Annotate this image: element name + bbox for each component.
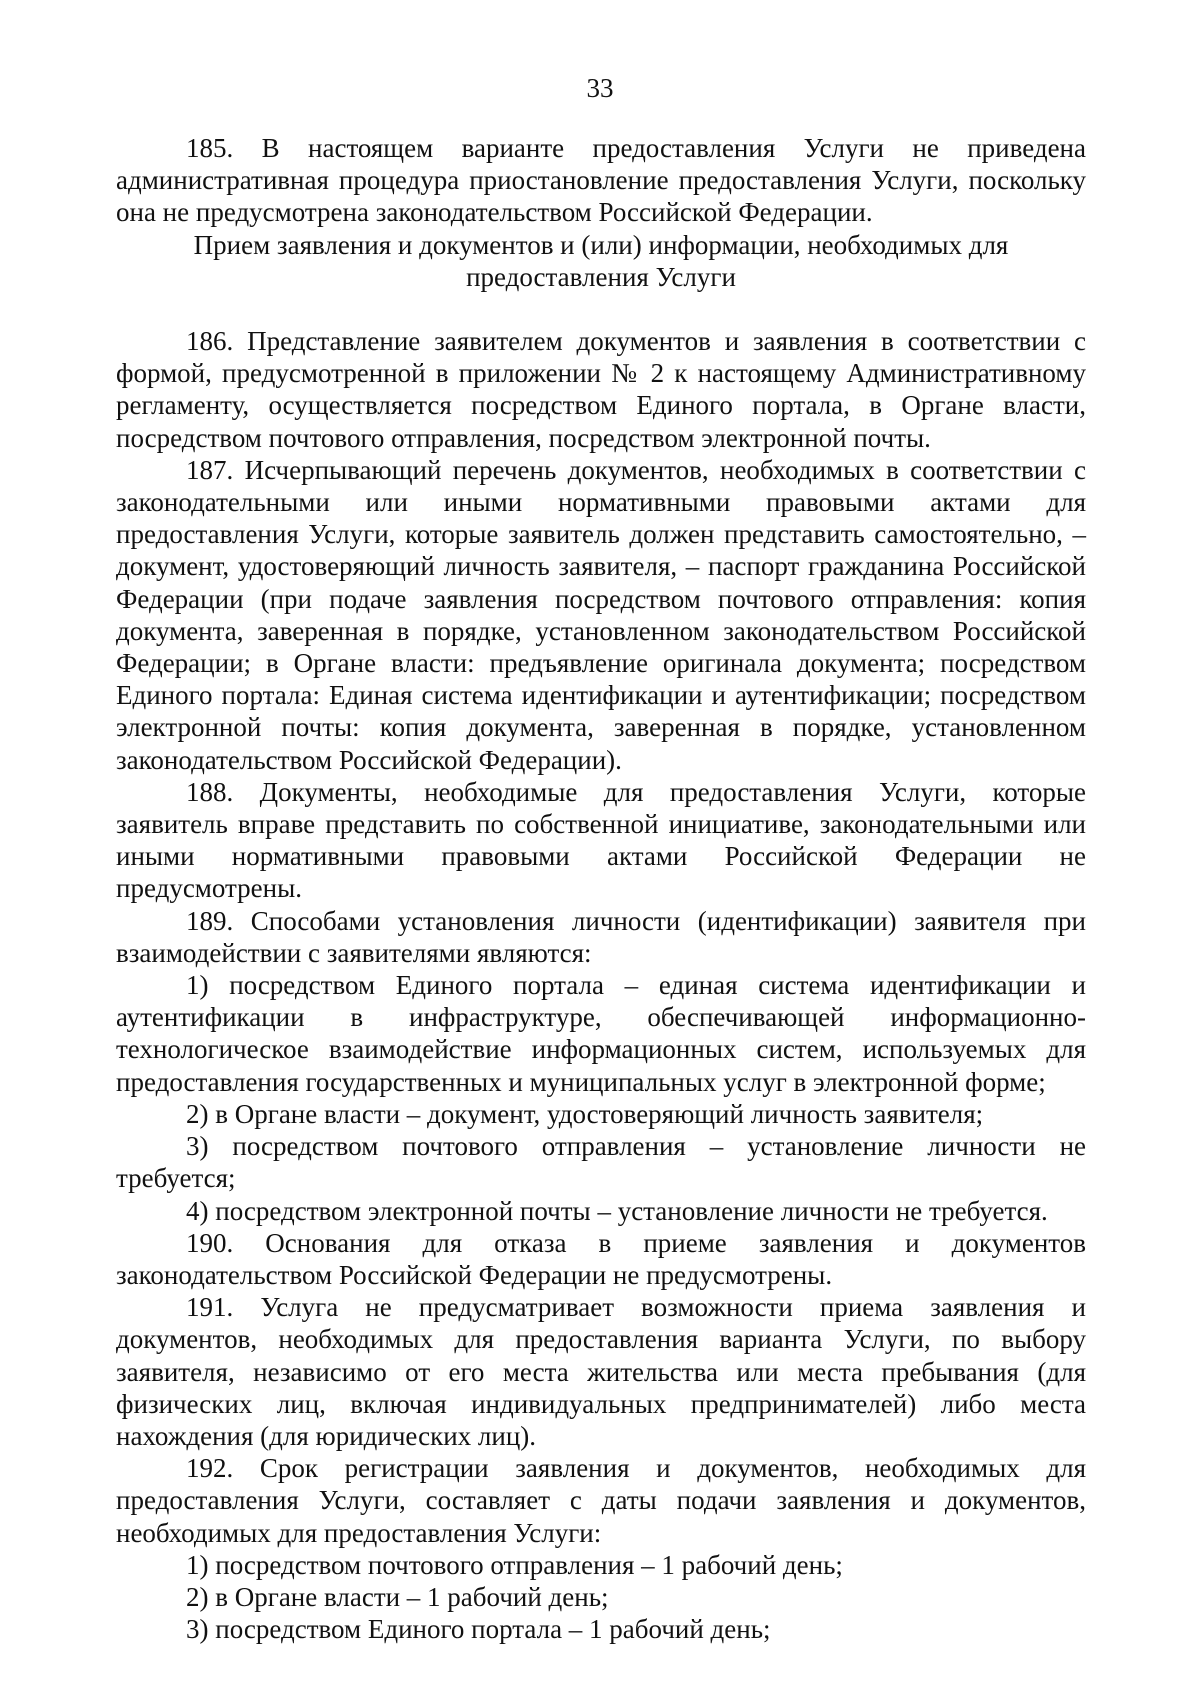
paragraph-189: 189. Способами установления личности (идентификации) заявителя при взаимодействии с заявителями являются:: [116, 905, 1086, 968]
page-number: 33: [586, 73, 614, 103]
paragraph-185: 185. В настоящем варианте предоставления Услуги не приведена административная процедура приостановление предоставления Услуги, поскольку она не предусмотрена законодательством Российской Федерации.: [116, 133, 1086, 228]
document-body: [116, 132, 1086, 1645]
section-heading-line-2: предоставления Услуги: [466, 261, 736, 292]
paragraph-192: 192. Срок регистрации заявления и документов, необходимых для предоставления Услуги, составляет с даты подачи заявления и документов, необходимых для предоставления Услуги:: [116, 1453, 1086, 1548]
paragraph-189-item-4: 4) посредством электронной почты – установление личности не требуется.: [186, 1195, 1048, 1226]
paragraph-190: 190. Основания для отказа в приеме заявления и документов законодательством Российской Федерации не предусмотрены.: [116, 1227, 1086, 1290]
paragraph-187: 187. Исчерпывающий перечень документов, необходимых в соответствии с законодательными или иными нормативными правовыми актами для предоставления Услуги, которые заявитель должен представить самостоятельно, – документ, удостоверяющий личность заявителя, – паспорт гражданина Российской Федерации (при подаче заявления посредством почтового отправления: копия документа, заверенная в порядке, установленном законодательством Российской Федерации; в Органе власти: предъявление оригинала документа; посредством Единого портала: Единая система идентификации и аутентификации; посредством электронной почты: копия документа, заверенная в порядке, установленном законодательством Российской Федерации).: [116, 454, 1086, 775]
paragraph-191: 191. Услуга не предусматривает возможности приема заявления и документов, необходимых для предоставления варианта Услуги, по выбору заявителя, независимо от его места жительства или места пребывания (для физических лиц, включая индивидуальных предпринимателей) либо места нахождения (для юридических лиц).: [116, 1292, 1086, 1451]
paragraph-192-item-1: 1) посредством почтового отправления – 1 рабочий день;: [186, 1549, 843, 1580]
paragraph-186: 186. Представление заявителем документов и заявления в соответствии с формой, предусмотренной в приложении № 2 к настоящему Административному регламенту, осуществляется посредством Единого портала, в Органе власти, посредством почтового отправления, посредством электронной почты.: [116, 326, 1086, 453]
paragraph-189-item-3: 3) посредством почтового отправления – установление личности не требуется;: [116, 1131, 1086, 1194]
paragraph-188: 188. Документы, необходимые для предоставления Услуги, которые заявитель вправе представить по собственной инициативе, законодательными или иными нормативными правовыми актами Российской Федерации не предусмотрены.: [116, 776, 1086, 904]
paragraph-192-item-2: 2) в Органе власти – 1 рабочий день;: [186, 1581, 609, 1612]
paragraph-189-item-1: 1) посредством Единого портала – единая система идентификации и аутентификации в инфраструктуре, обеспечивающей информационно-технологическое взаимодействие информационных систем, используемых для предоставления государственных и муниципальных услуг в электронной форме;: [116, 970, 1086, 1097]
paragraph-189-item-2: 2) в Органе власти – документ, удостоверяющий личность заявителя;: [186, 1098, 984, 1129]
section-heading-line-1: Прием заявления и документов и (или) информации, необходимых для: [193, 229, 1009, 260]
paragraph-192-item-3: 3) посредством Единого портала – 1 рабочий день;: [186, 1614, 771, 1645]
section-heading: [116, 229, 1086, 293]
